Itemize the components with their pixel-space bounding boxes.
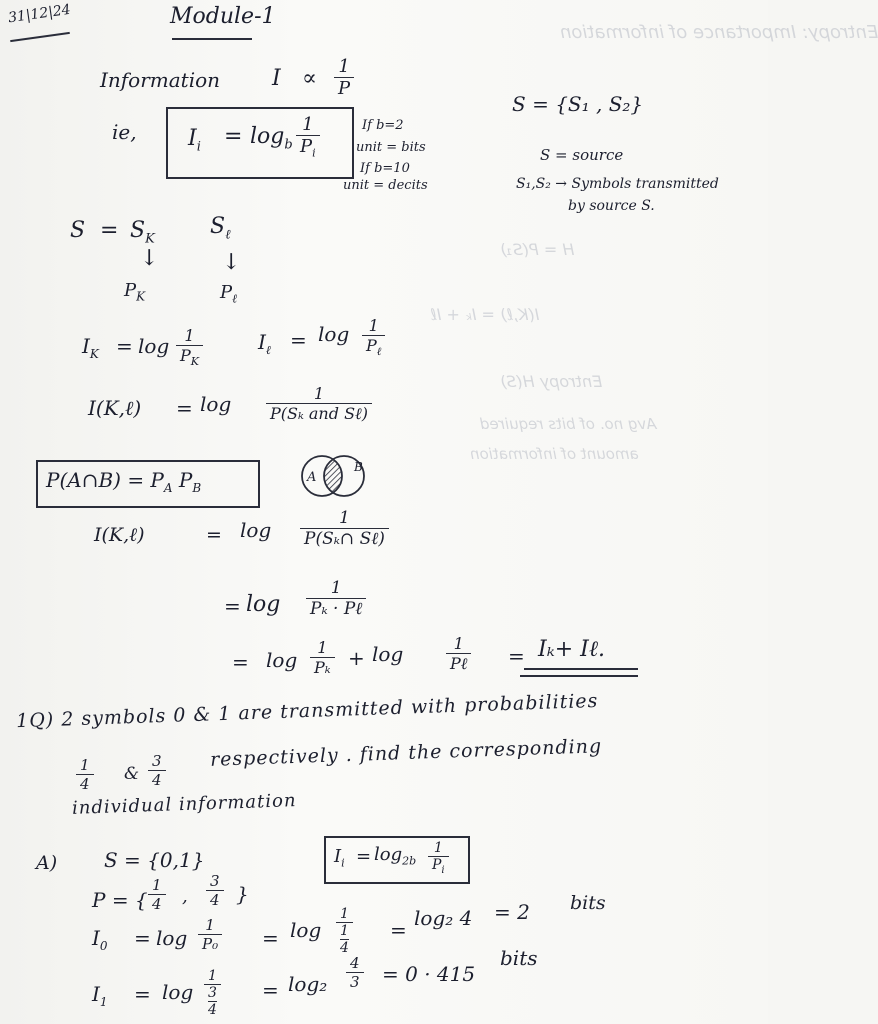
info-formula-fraction (296, 114, 320, 160)
ikl3-log: log (246, 592, 281, 617)
fraction-denominator (296, 136, 320, 160)
information-label: Information (100, 68, 221, 92)
ik-log: log (138, 334, 170, 358)
ikl4-result: Iₖ+ Iℓ. (538, 637, 605, 662)
ikl3-eq: = (224, 594, 241, 618)
i0-fraction (198, 916, 222, 953)
log-text: log (250, 124, 285, 149)
log-base: 2b (402, 854, 417, 868)
fraction-numerator: 3 (206, 872, 224, 891)
i0-log: log (156, 926, 188, 950)
source-lhs: S (512, 92, 526, 116)
i1-log: log (162, 980, 194, 1004)
den-p: P (300, 136, 313, 157)
den-p: P (366, 336, 377, 355)
units-decits: unit = decits (343, 178, 428, 193)
den-sub: i (312, 146, 316, 160)
answer-s-set: S = {0,1} (104, 848, 205, 872)
source-set (512, 92, 643, 116)
date: 31|12|24 (7, 1, 72, 27)
fraction-numerator: 3 (148, 752, 166, 771)
source-note-1: S = source (540, 146, 624, 164)
rule-sub-b: B (192, 481, 202, 495)
i1-fraction2 (346, 954, 364, 991)
var-i: I (188, 126, 197, 151)
fraction-denominator (336, 923, 353, 956)
fraction-numerator: 1 (76, 756, 94, 775)
ikl1-log: log (200, 392, 232, 416)
date-underline (10, 32, 70, 42)
info-formula-log (250, 124, 293, 152)
fraction-numerator: 1 (310, 638, 335, 658)
il-lhs (258, 330, 271, 358)
fraction-numerator: 1 (266, 384, 372, 404)
fraction-denominator: 4 (152, 771, 162, 789)
source-eq: = (532, 92, 549, 116)
i0-eq3: = (390, 918, 407, 942)
log-base: b (284, 137, 293, 153)
pk-letter: P (124, 280, 137, 301)
ikl3-fraction (306, 578, 366, 619)
module-title: Module-1 (170, 4, 276, 29)
fraction-denominator: P(Sₖ and Sℓ) (270, 404, 368, 423)
sk-letter: S (130, 218, 146, 243)
bleed-through-text: H = P(S₁) (500, 240, 575, 259)
fraction-denominator: P₀ (202, 935, 219, 953)
fraction-numerator: 1 (176, 326, 203, 346)
pk-sub: K (136, 289, 146, 304)
ikl4-eq: = (232, 650, 249, 674)
question-frac-2 (148, 752, 166, 789)
answer-formula-log (374, 844, 416, 868)
nested-num: 1 (340, 923, 349, 939)
i1-log2: log₂ (288, 972, 328, 996)
fraction-numerator: 1 (362, 316, 385, 336)
answer-p-set-suffix: } (236, 882, 249, 906)
i1-unit: bits (500, 946, 538, 970)
ik-fraction (176, 326, 203, 368)
units-bits: unit = bits (356, 140, 426, 155)
ikl4-log1: log (266, 648, 298, 672)
sk-sub: K (145, 231, 155, 247)
fraction-numerator: 1 (334, 56, 354, 78)
ik-letter: I (82, 334, 90, 358)
symbols-eq: = (100, 218, 119, 243)
nested-den: 4 (340, 940, 349, 956)
i0-log3: log₂ 4 (414, 906, 473, 930)
source-note-2: S₁,S₂ → Symbols transmitted (516, 176, 719, 192)
fraction-denominator: Pₖ · Pℓ (310, 599, 363, 619)
nested-den: 4 (208, 1002, 217, 1018)
sl-letter: S (210, 214, 226, 239)
symbol-sl (210, 214, 231, 242)
pl-sub: ℓ (232, 291, 238, 306)
ikl1-fraction (266, 384, 372, 424)
il-fraction (362, 316, 385, 358)
ikl4-eq2: = (508, 644, 525, 668)
var-i: I (334, 846, 342, 867)
fraction-denominator: Pℓ (450, 654, 468, 673)
answer-p-set-prefix: P = { (92, 888, 148, 912)
i1-lhs (92, 982, 108, 1009)
i0-eq2: = (262, 926, 279, 950)
symbols-s: S (70, 218, 86, 243)
i0-unit: bits (570, 892, 606, 914)
log-text: log (374, 844, 403, 865)
fraction-denominator (428, 857, 449, 876)
information-fraction (334, 56, 354, 99)
den-p: P (432, 857, 442, 873)
venn-diagram (292, 452, 376, 502)
ikl2-lhs: I(K,ℓ) (94, 524, 145, 546)
bleed-through-text: Entropy H(S) (500, 372, 603, 391)
den-p: P (180, 346, 191, 365)
bleed-through-text: Entropy: Importance of information (560, 22, 878, 43)
venn-label-b: B (354, 460, 363, 474)
bleed-through-text: I(K,ℓ) = Iₖ + Iℓ (430, 305, 540, 324)
den-sub: i (441, 864, 445, 876)
il-eq: = (290, 328, 307, 352)
ikl2-fraction (300, 508, 389, 549)
fraction-numerator: 1 (148, 876, 166, 895)
i0-log2: log (290, 918, 322, 942)
result-underline (524, 668, 638, 670)
ik-eq: = (116, 334, 133, 358)
fraction-denominator: P(Sₖ∩ Sℓ) (304, 529, 385, 549)
i1-eq2: = (262, 978, 279, 1002)
nested-num: 3 (208, 985, 217, 1001)
answer-p2 (206, 872, 224, 909)
arrow-down-icon: ↓ (222, 250, 241, 275)
il-log: log (318, 322, 350, 346)
fraction-numerator: 1 (204, 968, 221, 985)
bleed-through-text: amount of information (470, 445, 639, 463)
answer-p-comma: , (182, 886, 188, 907)
i1-eq3: = 0 · 415 (382, 962, 476, 986)
fraction-denominator: 4 (210, 891, 220, 909)
i0-lhs (92, 926, 108, 953)
module-title-underline (172, 38, 252, 40)
question-frac-1 (76, 756, 94, 793)
rule-p2: P (178, 468, 193, 492)
il-letter: I (258, 330, 266, 354)
fraction-numerator: 4 (346, 954, 364, 973)
il-sub: ℓ (265, 343, 271, 357)
den-sub: K (190, 355, 199, 369)
rule-lhs: P(A∩B) = P (46, 468, 164, 492)
fraction-denominator: Pₖ (314, 658, 331, 677)
ikl4-fraction2 (446, 634, 471, 674)
proportional-symbol: ∝ (302, 66, 317, 91)
information-lhs: I (272, 66, 281, 91)
units-b2: If b=2 (362, 118, 404, 133)
fraction-denominator (176, 346, 203, 368)
ikl2-eq: = (206, 524, 222, 546)
i1-letter: I (92, 982, 100, 1006)
i1-fraction (204, 968, 221, 1018)
prob-pk (124, 280, 145, 304)
ik-sub: K (89, 347, 99, 361)
prob-pl (220, 282, 237, 307)
den-sub: ℓ (376, 345, 382, 359)
i0-letter: I (92, 926, 100, 950)
source-elements: {S₁ , S₂} (555, 92, 644, 116)
arrow-down-icon: ↓ (140, 246, 159, 271)
result-underline (520, 675, 638, 677)
bleed-through-text: Avg no. of bits required (480, 415, 657, 433)
pl-letter: P (220, 282, 233, 303)
fraction-denominator (362, 336, 385, 358)
fraction-denominator: 3 (350, 973, 360, 991)
answer-formula-lhs (334, 846, 345, 870)
ikl1-eq: = (176, 396, 193, 420)
answer-formula-fraction (428, 840, 449, 876)
fraction-numerator: 1 (300, 508, 389, 529)
ie-label: ie, (112, 120, 137, 144)
fraction-numerator: 1 (198, 916, 222, 935)
question-line-2: respectively . find the corresponding (209, 735, 603, 771)
answer-p1 (148, 876, 166, 913)
fraction-numerator: 1 (296, 114, 320, 136)
answer-formula-eq: = (356, 846, 372, 867)
question-line-3: individual information (71, 790, 297, 819)
ikl2-log: log (240, 518, 272, 542)
source-note-3: by source S. (568, 198, 655, 214)
ik-lhs (82, 334, 99, 361)
sl-sub: ℓ (225, 227, 231, 243)
fraction-denominator: 4 (152, 895, 162, 913)
info-formula-eq: = (224, 124, 243, 149)
fraction-denominator: 4 (80, 775, 90, 793)
question-line-1: 1Q) 2 symbols 0 & 1 are transmitted with probabilities (15, 689, 599, 733)
fraction-numerator: 1 (446, 634, 471, 654)
question-amp: & (124, 764, 140, 784)
units-b10: If b=10 (360, 161, 410, 176)
i0-eq4: = 2 (494, 900, 530, 924)
subscript: i (196, 139, 201, 155)
ikl4-fraction1 (310, 638, 335, 677)
fraction-numerator: 1 (428, 840, 449, 857)
venn-label-a: A (307, 470, 317, 485)
ikl1-lhs: I(K,ℓ) (88, 396, 142, 420)
i0-eq: = (134, 926, 151, 950)
ikl4-log2: log (372, 642, 404, 666)
answer-label: A) (36, 852, 58, 874)
subscript: i (341, 856, 345, 870)
i0-sub: 0 (99, 939, 108, 953)
i0-fraction2 (336, 906, 353, 956)
i1-sub: 1 (99, 995, 108, 1009)
fraction-numerator: 1 (336, 906, 353, 923)
rule-sub-a: A (163, 481, 173, 495)
i1-eq: = (134, 982, 151, 1006)
symbol-sk (130, 218, 155, 246)
ikl4-plus: + (348, 646, 365, 670)
fraction-numerator: 1 (306, 578, 366, 599)
fraction-denominator: P (338, 78, 351, 99)
info-formula-lhs (188, 126, 201, 154)
fraction-denominator (204, 985, 221, 1018)
probability-rule (46, 468, 201, 495)
